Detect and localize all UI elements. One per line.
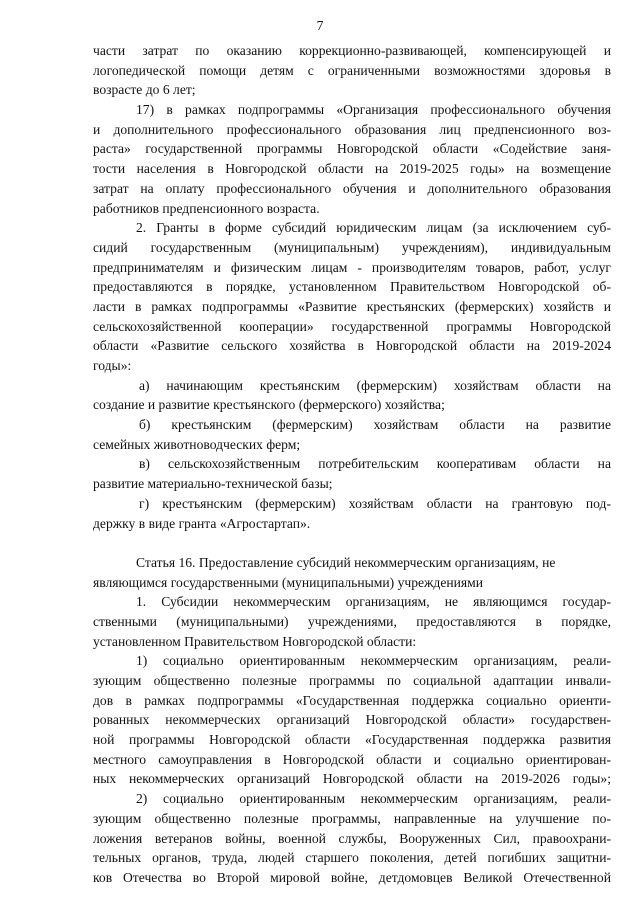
text-line: 1. Субсидии некоммерческим организациям, не являющимся государ-	[136, 594, 611, 610]
text-line: годы»:	[93, 358, 132, 373]
text-line: части затрат по оказанию коррекционно-развивающей, компенсирующей и	[93, 43, 611, 58]
text-line: зующим общественно полезные программы по социальной адаптации инвали-	[93, 673, 611, 688]
text-line: 2) социально ориентированным некоммерческим организациям, реали-	[136, 791, 611, 807]
text-line: затрат на оплату профессионального обучения и дополнительного образования	[93, 180, 611, 196]
blank-line	[93, 533, 611, 553]
text-line: ственными (муниципальными) учреждениями, предоставляются в порядке,	[93, 613, 611, 629]
text-line: ков Отечества во Второй мировой войне, детдомовцев Великой Отечественной	[93, 869, 611, 885]
text-line: логопедической помощи детям с ограниченными возможностями здоровья в	[93, 62, 611, 78]
text-line: 2. Гранты в форме субсидий юридическим лицам (за исключением суб-	[136, 220, 611, 236]
text-line: рованных некоммерческих организаций Новгородской области» государствен-	[93, 712, 611, 728]
body-text	[93, 41, 611, 888]
text-line: создание и развитие крестьянского (фермерского) хозяйства;	[93, 397, 445, 413]
text-line: установленном Правительством Новгородской области:	[93, 633, 417, 649]
text-line: держку в виде гранта «Агростартап».	[93, 515, 311, 531]
text-line: тости населения в Новгородской области на 2019-2025 годы» на возмещение	[93, 161, 611, 177]
text-line: семейных животноводческих ферм;	[93, 436, 301, 452]
text-line: области «Развитие сельского хозяйства в Новгородской области на 2019-2024	[93, 338, 611, 354]
text-line: зующим общественно полезные программы, направленные на улучшение по-	[93, 810, 611, 826]
text-line: б) крестьянским (фермерским) хозяйствам области на развитие	[139, 417, 611, 433]
text-line: тельных органов, труда, людей старшего поколения, детей погибших защитни-	[93, 850, 611, 866]
text-line: возрасте до 6 лет;	[93, 82, 196, 98]
text-line: местного самоуправления в Новгородской области и социально ориентирован-	[93, 751, 611, 767]
text-line: ложения ветеранов войны, военной службы, Вооруженных Сил, правоохрани-	[93, 830, 611, 846]
text-line: 17) в рамках подпрограммы «Организация профессионального обучения	[136, 102, 611, 118]
text-line: ных некоммерческих организаций Новгородской области на 2019-2026 годы»;	[93, 771, 611, 787]
text-line: дов в рамках подпрограммы «Государственная поддержка социально ориенти-	[93, 692, 611, 708]
text-line: г) крестьянским (фермерским) хозяйствам области на грантовую под-	[139, 495, 611, 511]
text-line: а) начинающим крестьянским (фермерским) хозяйствам области на	[139, 377, 611, 393]
text-line: в) сельскохозяйственным потребительским кооперативам области на	[139, 456, 611, 472]
text-line: ной программы Новгородской области «Государственная поддержка развития	[93, 732, 611, 748]
text-line: работников предпенсионного возраста.	[93, 200, 320, 216]
text-line: предпринимателям и физическим лицам - производителям товаров, работ, услуг	[93, 259, 611, 275]
text-line: сельскохозяйственной кооперации» государственной программы Новгородской	[93, 318, 611, 334]
text-line: раста» государственной программы Новгородской области «Содействие заня-	[93, 141, 611, 157]
text-line: и дополнительного профессионального образования лиц предпенсионного воз-	[93, 121, 611, 137]
text-line: предоставляются в порядке, установленном Правительством Новгородской об-	[93, 279, 611, 295]
text-line: развитие материально-технической базы;	[93, 476, 333, 492]
article-heading-line: Статья 16. Предоставление субсидий некоммерческим организациям, не	[136, 554, 556, 570]
text-line: сидий государственным (муниципальным) учреждениям), индивидуальным	[93, 239, 611, 255]
text-line: 1) социально ориентированным некоммерческим организациям, реали-	[136, 653, 611, 669]
text-line: являющимся государственными (муниципальными) учреждениями	[93, 574, 484, 590]
page-number: 7	[316, 18, 324, 33]
text-line: ласти в рамках подпрограммы «Развитие крестьянских (фермерских) хозяйств и	[93, 298, 611, 314]
